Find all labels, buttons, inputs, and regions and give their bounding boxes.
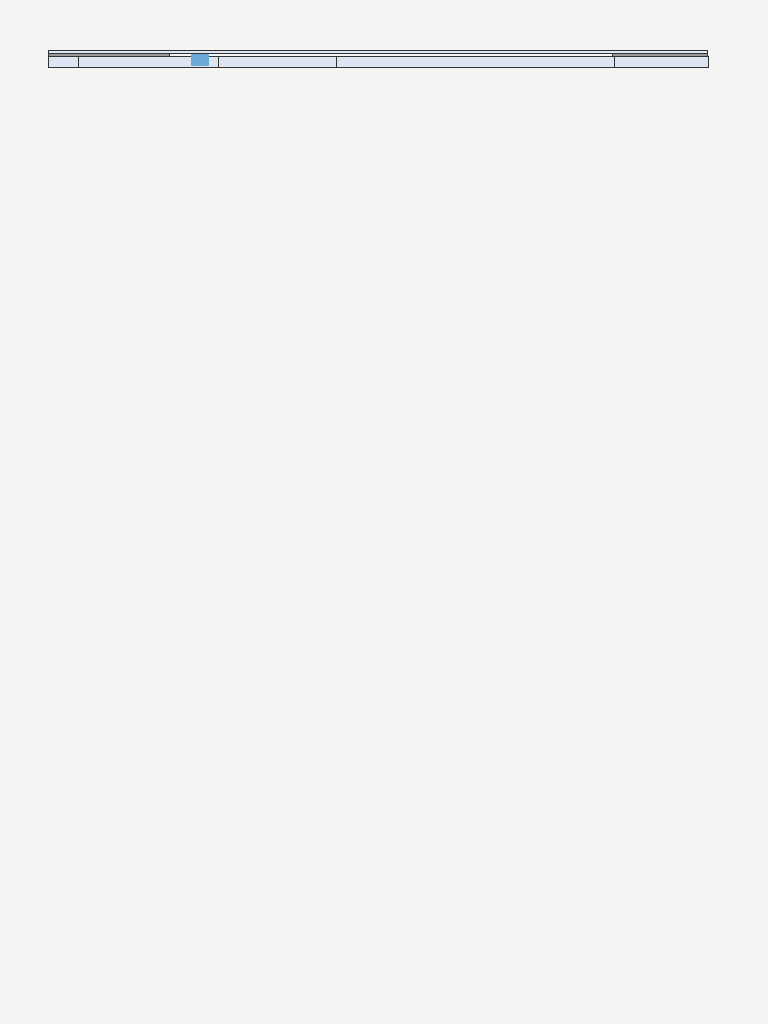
guide-list-table	[48, 56, 709, 68]
document-page	[48, 50, 708, 68]
college-logo-icon	[191, 54, 209, 66]
col-header-sn	[49, 57, 79, 68]
doc-title-block	[170, 54, 612, 56]
col-header-topic	[337, 57, 615, 68]
document-header	[48, 50, 708, 53]
academic-year-value	[613, 55, 707, 56]
table-header-row	[49, 57, 709, 68]
col-header-student	[219, 57, 337, 68]
col-header-sign	[615, 57, 709, 68]
document-meta	[48, 53, 708, 56]
college-name	[49, 52, 707, 53]
doc-control-block	[49, 54, 170, 56]
doc-rev	[49, 55, 169, 56]
academic-year-block	[612, 54, 707, 56]
